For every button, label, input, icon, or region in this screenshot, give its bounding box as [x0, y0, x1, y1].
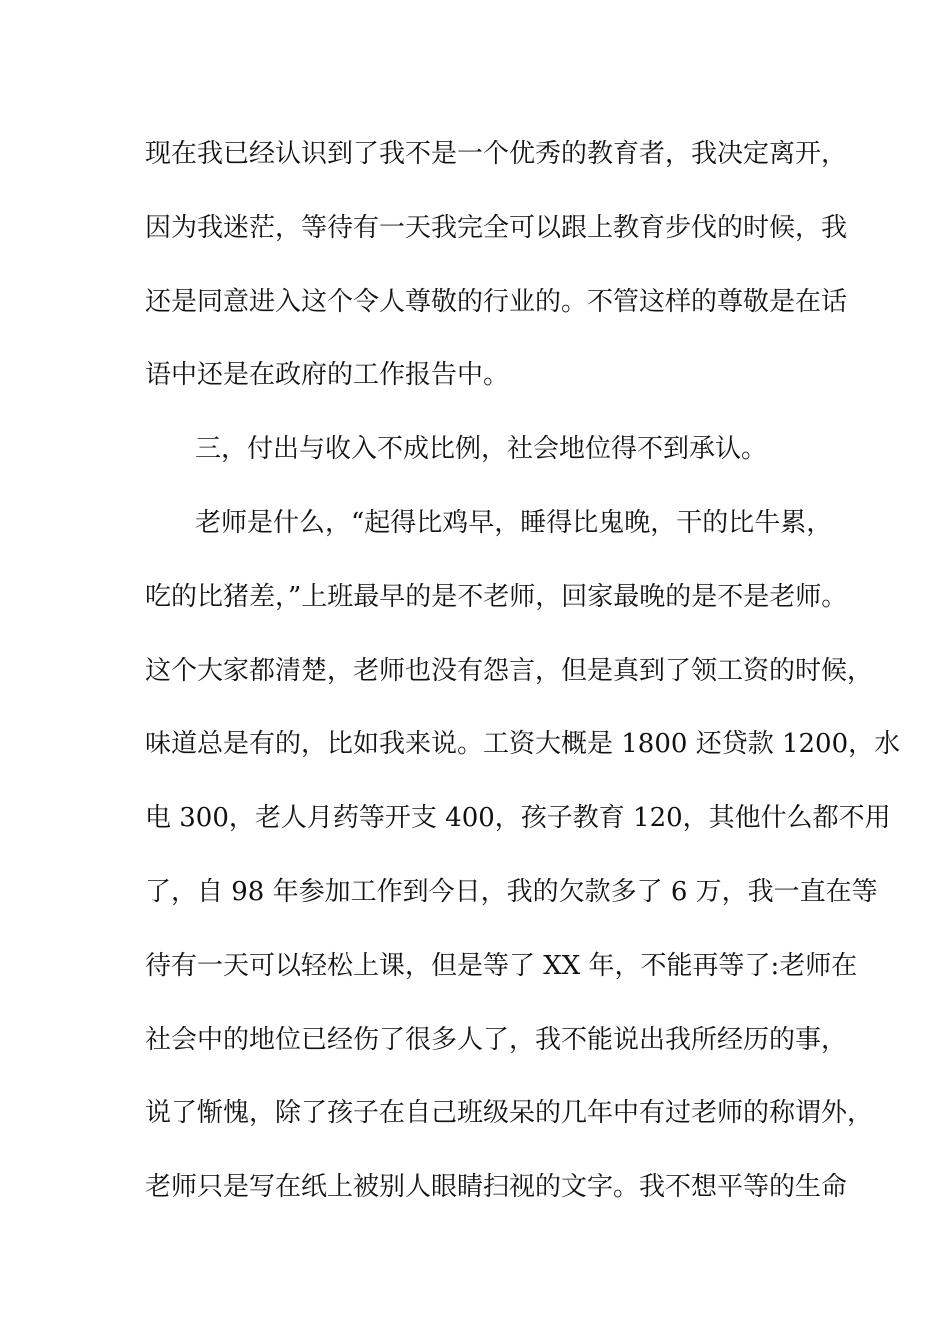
section-heading: 三，付出与收入不成比例，社会地位得不到承认。	[195, 434, 768, 465]
text-line: 电 300，老人月药等开支 400，孩子教育 120，其他什么都不用	[145, 803, 891, 834]
text-line: 待有一天可以轻松上课，但是等了 XX 年，不能再等了:老师在	[145, 950, 858, 981]
document-body	[145, 118, 901, 1225]
text-line: 味道总是有的，比如我来说。工资大概是 1800 还贷款 1200，水	[145, 729, 901, 760]
text-line: 现在我已经认识到了我不是一个优秀的教育者，我决定离开，	[145, 139, 848, 169]
text-line: 社会中的地位已经伤了很多人了，我不能说出我所经历的事，	[145, 1024, 848, 1055]
text-line: 了，自 98 年参加工作到今日，我的欠款多了 6 万，我一直在等	[145, 876, 878, 907]
text-line: 说了惭愧，除了孩子在自己班级呆的几年中有过老师的称谓外，	[145, 1098, 874, 1129]
text-line: 语中还是在政府的工作报告中。	[145, 360, 510, 391]
text-line: 老师是什么，“起得比鸡早，睡得比鬼晚，干的比牛累，	[195, 507, 833, 538]
text-line: 这个大家都清楚，老师也没有怨言，但是真到了领工资的时候，	[145, 655, 874, 686]
text-line: 还是同意进入这个令人尊敬的行业的。不管这样的尊敬是在话	[145, 286, 848, 317]
text-line: 因为我迷茫，等待有一天我完全可以跟上教育步伐的时候，我	[145, 212, 848, 243]
text-line: 老师只是写在纸上被别人眼睛扫视的文字。我不想平等的生命	[145, 1172, 848, 1203]
text-line: 吃的比猪差，”上班最早的是不老师，回家最晚的是不是老师。	[145, 581, 848, 612]
